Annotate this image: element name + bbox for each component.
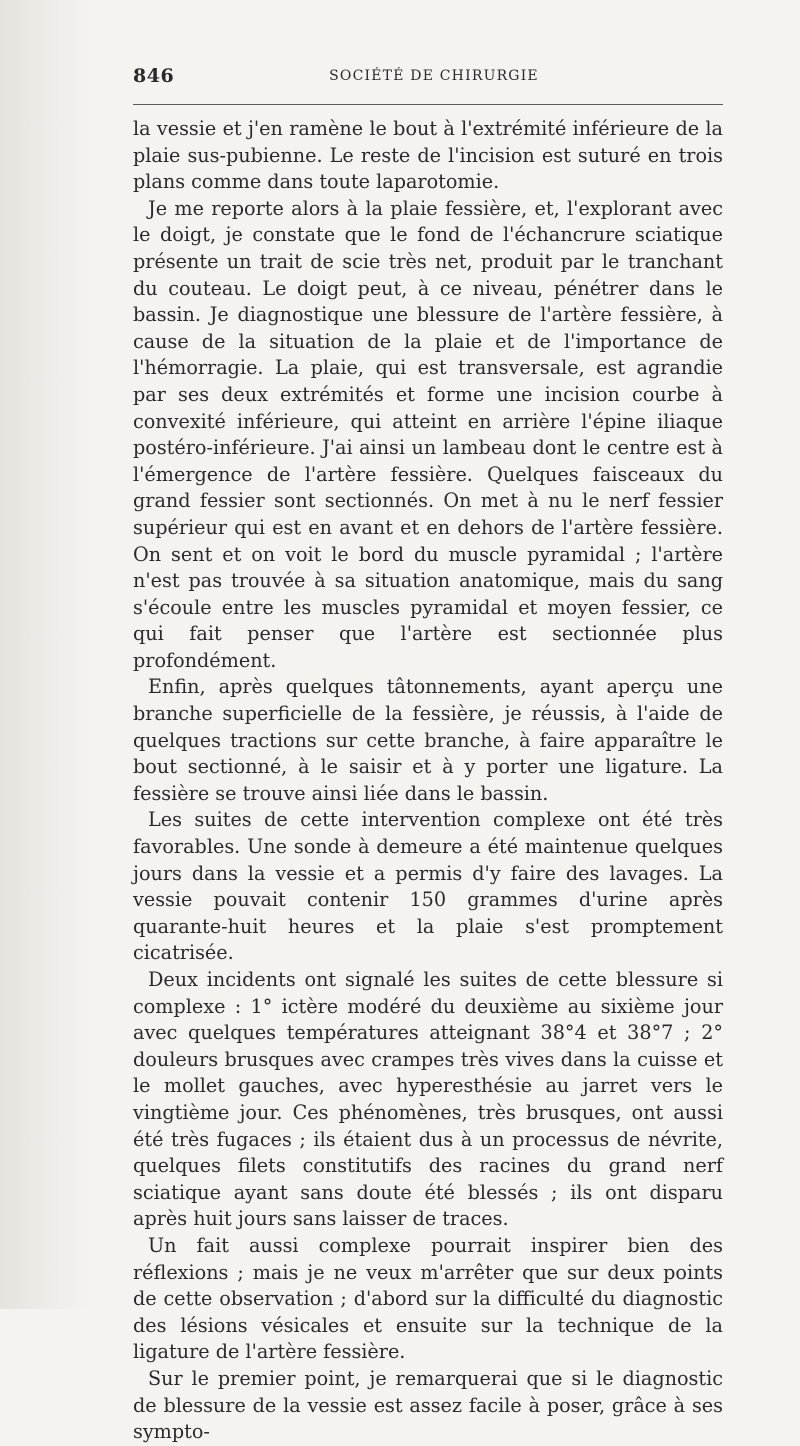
paragraph: Sur le premier point, je remarquerai que si le diagnostic de blessure de la vessie est assez facile à poser, grâce à ses sympto- xyxy=(133,1366,723,1444)
running-title: SOCIÉTÉ DE CHIRURGIE xyxy=(329,68,539,84)
header-rule xyxy=(133,104,723,105)
paragraph: la vessie et j'en ramène le bout à l'extrémité inférieure de la plaie sus-pubienne. Le reste de l'incision est suturé en trois plans comme dans toute laparotomie. xyxy=(133,117,723,194)
paragraph: Les suites de cette intervention complexe ont été très favorables. Une sonde à demeure a été maintenue quelques jours dans la vessie et a permis d'y faire des lavages. La vessie pouvait contenir 150 grammes d'urine après quarante-huit heures et la plaie s'est promptement cicatrisée. xyxy=(133,808,723,965)
page-number: 846 xyxy=(133,65,175,87)
paragraph: Deux incidents ont signalé les suites de cette blessure si complexe : 1° ictère modéré du deuxième au sixième jour avec quelques températures atteignant 38°4 et 38°7 ; 2° douleurs brusques avec crampes très vives dans la cuisse et le mollet gauches, avec hyperesthésie au jarret vers le vingtième jour. Ces phénomènes, très brusques, ont aussi été très fugaces ; ils étaient dus à un processus de névrite, quelques filets constitutifs des racines du grand nerf sciatique ayant sans doute été blessés ; ils ont disparu après huit jours sans laisser de traces. xyxy=(133,968,723,1231)
paragraph: Un fait aussi complexe pourrait inspirer bien des réflexions ; mais je ne veux m'arrêter que sur deux points de cette observation ; d'abord sur la difficulté du diagnostic des lésions vésicales et ensuite sur la technique de la ligature de l'artère fessière. xyxy=(133,1233,723,1364)
page-edge-shadow xyxy=(0,0,90,1309)
paragraph: Enfin, après quelques tâtonnements, ayant aperçu une branche superficielle de la fessière, je réussis, à l'aide de quelques tractions sur cette branche, à faire apparaître le bout sectionné, à le saisir et à y porter une ligature. La fessière se trouve ainsi liée dans le bassin. xyxy=(133,675,723,805)
paragraph: Je me reporte alors à la plaie fessière, et, l'explorant avec le doigt, je constate que le fond de l'échancrure sciatique présente un trait de scie très net, produit par le tranchant du couteau. Le doigt peut, à ce niveau, pénétrer dans le bassin. Je diagnostique une blessure de l'artère fessière, à cause de la situation de la plaie et de l'importance de l'hémorragie. La plaie, qui est transversale, est agrandie par ses deux extrémités et forme une incision courbe à convexité inférieure, qui atteint en arrière l'épine iliaque postéro-inférieure. J'ai ainsi un lambeau dont le centre est à l'émergence de l'artère fessière. Quelques faisceaux du grand fessier sont sectionnés. On met à nu le nerf fessier supérieur qui est en avant et en dehors de l'artère fessière. On sent et on voit le bord du muscle pyramidal ; l'artère n'est pas trouvée à sa situation anatomique, mais du sang s'écoule entre les muscles pyramidal et moyen fessier, ce qui fait penser que l'artère est sectionnée plus profondément. xyxy=(133,196,723,672)
body-text xyxy=(133,116,723,1446)
